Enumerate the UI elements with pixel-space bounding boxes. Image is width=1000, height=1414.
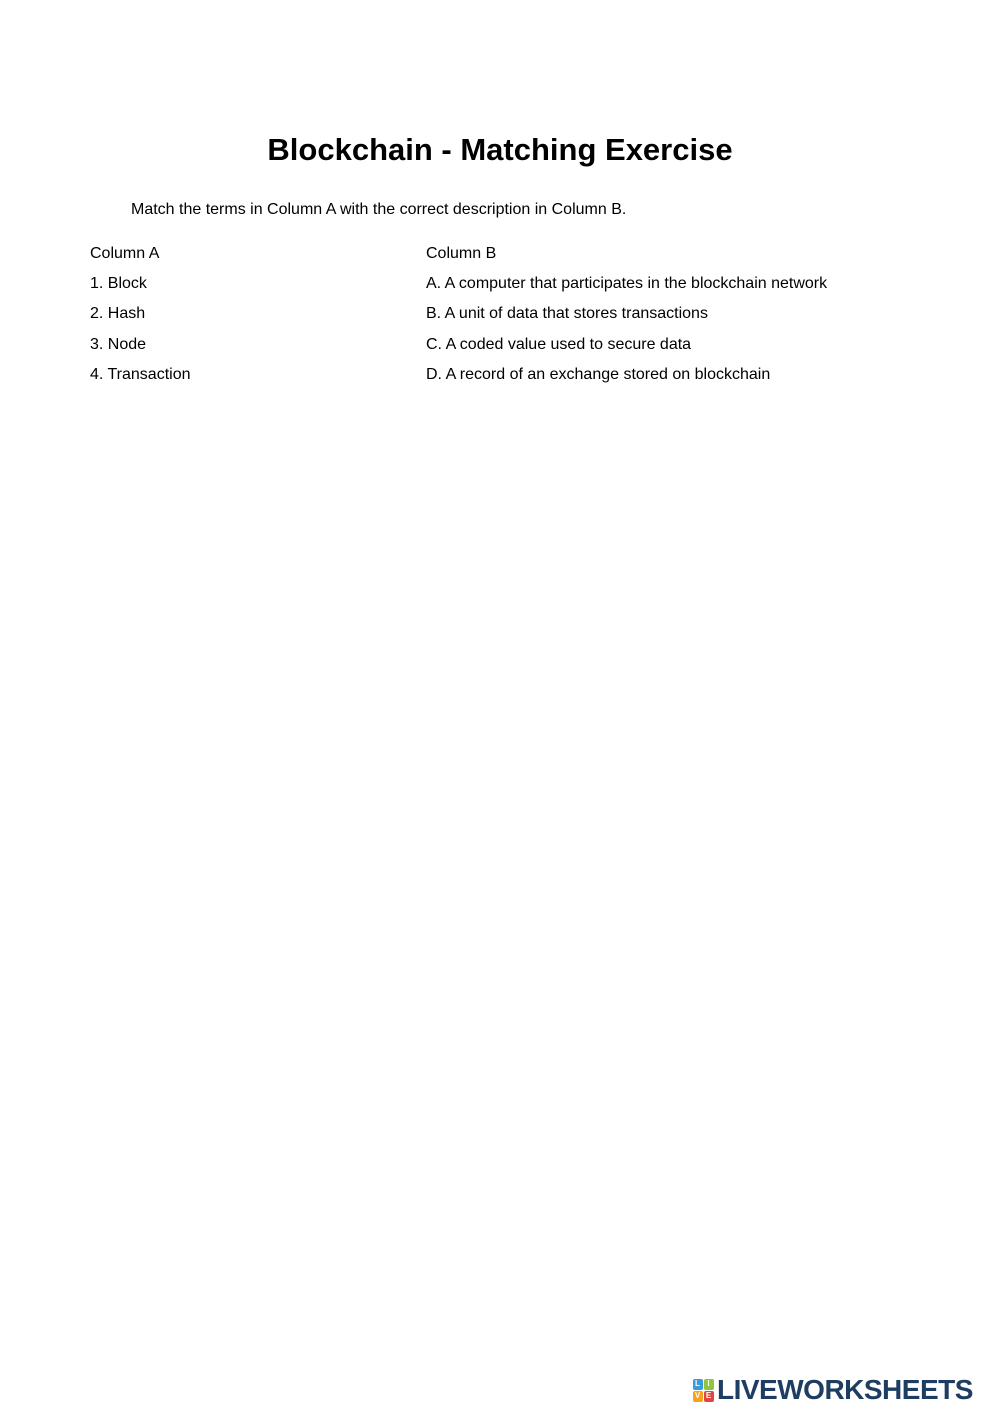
term-item: 4. Transaction [90,365,191,383]
column-b-header: Column B [426,245,497,262]
liveworksheets-logo [692,1374,973,1406]
logo-mark-letter: E [704,1391,714,1402]
logo-mark-letter: I [704,1379,714,1390]
term-item: 2. Hash [90,305,146,323]
logo-mark-letter: L [693,1379,703,1390]
term-item: 3. Node [90,335,147,353]
description-item: B. A unit of data that stores transactions [426,305,708,323]
logo-text: LIVEWORKSHEETS [717,1374,973,1405]
instructions: Match the terms in Column A with the correct description in Column B. [131,201,627,218]
page-title: Blockchain - Matching Exercise [267,132,733,167]
column-a [90,243,191,394]
description-item: C. A coded value used to secure data [426,335,692,353]
term-item: 1. Block [90,275,147,293]
column-b [426,243,827,394]
description-item: D. A record of an exchange stored on blockchain [426,365,771,383]
column-a-header: Column A [90,245,160,262]
logo-mark-letter: V [693,1391,703,1402]
logo-mark-icon [692,1378,714,1402]
description-item: A. A computer that participates in the blockchain network [426,275,828,293]
